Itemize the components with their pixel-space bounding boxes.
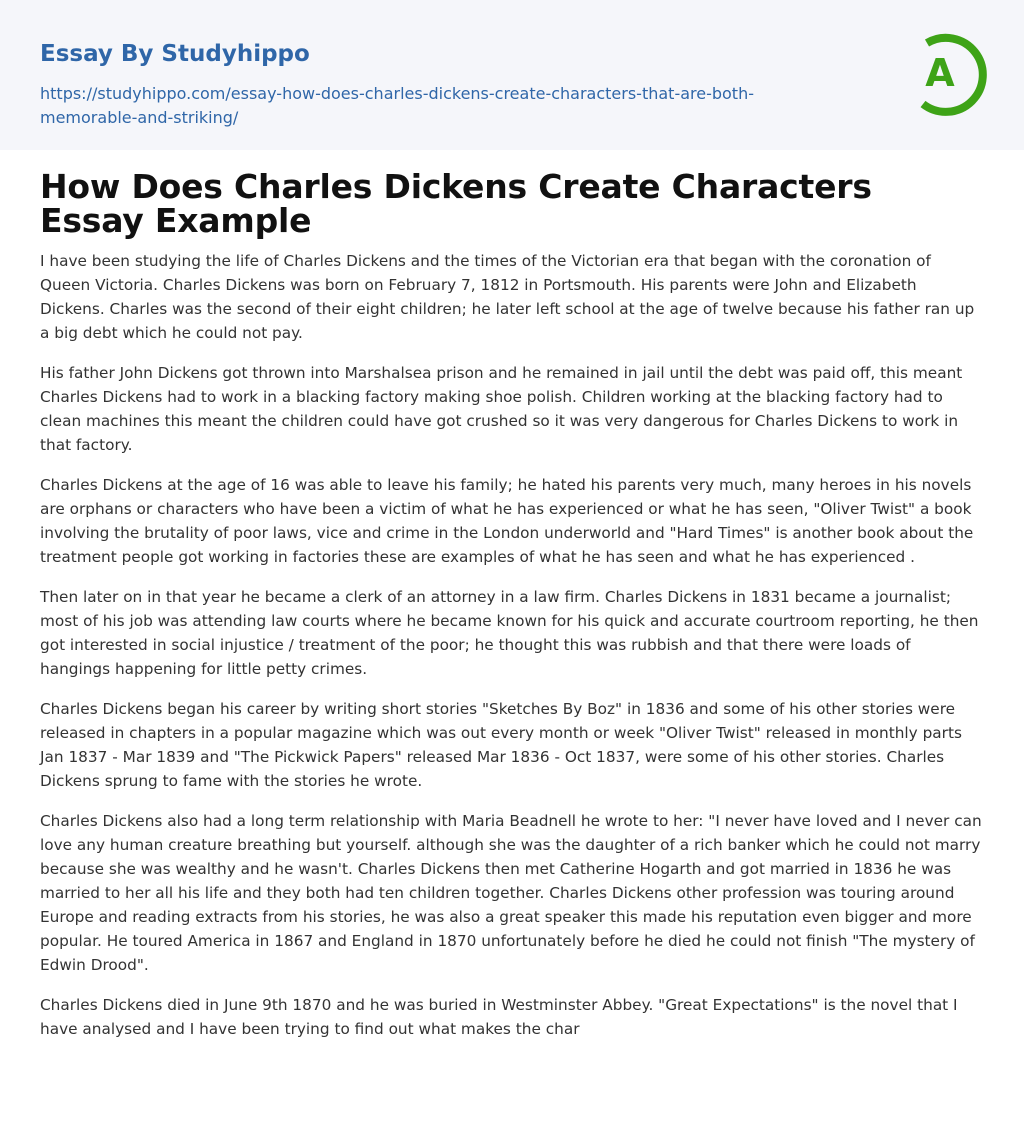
essay-url-link[interactable]: https://studyhippo.com/essay-how-does-charles-dickens-create-characters-that-are-both-memorable-and-striking/ bbox=[40, 84, 754, 127]
logo-letter: A bbox=[925, 51, 955, 95]
paragraph: Then later on in that year he became a clerk of an attorney in a law firm. Charles Dickens in 1831 became a journalist; most of his job was attending law courts where he became known for his quick and accurate courtroom reporting, he then got interested in social injustice / treatment of the poor; he thought this was rubbish and that there were loads of hangings happening for little petty crimes. bbox=[40, 588, 979, 678]
paragraph: Charles Dickens also had a long term relationship with Maria Beadnell he wrote to her: "I never have loved and I never can love any human creature breathing but yourself. although she was the daughter of a rich banker which he could not marry because she was wealthy and he wasn't. Charles Dickens then met Catherine Hogarth and got married in 1836 he was married to her all his life and they both had ten children together. Charles Dickens other profession was touring around Europe and reading extracts from his stories, he was also a great speaker this made his reputation even bigger and more popular. He toured America in 1867 and England in 1870 unfortunately before he died he could not finish "The mystery of Edwin Drood". bbox=[40, 812, 982, 974]
article-title: How Does Charles Dickens Create Characters Essay Example bbox=[40, 167, 872, 240]
paragraph: Charles Dickens at the age of 16 was able to leave his family; he hated his parents very much, many heroes in his novels are orphans or characters who have been a victim of what he has experienced or what he has seen, "Oliver Twist" a book involving the brutality of poor laws, vice and crime in the London underworld and "Hard Times" is another book about the treatment people got working in factories these are examples of what he has seen and what he has experienced . bbox=[40, 476, 974, 566]
paragraph: I have been studying the life of Charles Dickens and the times of the Victorian era that began with the coronation of Queen Victoria. Charles Dickens was born on February 7, 1812 in Portsmouth. His parents were John and Elizabeth Dickens. Charles was the second of their eight children; he later left school at the age of twelve because his father ran up a big debt which he could not pay. bbox=[40, 252, 975, 342]
paragraph: Charles Dickens died in June 9th 1870 and he was buried in Westminster Abbey. "Great Expectations" is the novel that I have analysed and I have been trying to find out what makes the char bbox=[40, 996, 958, 1038]
brand-link[interactable]: Essay By Studyhippo bbox=[40, 41, 310, 67]
article bbox=[40, 167, 984, 1041]
article-body bbox=[40, 249, 984, 1041]
paragraph: His father John Dickens got thrown into Marshalsea prison and he remained in jail until the debt was paid off, this meant Charles Dickens had to work in a blacking factory making shoe polish. Children working at the blacking factory had to clean machines this meant the children could have got crushed so it was very dangerous for Charles Dickens to work in that factory. bbox=[40, 364, 963, 454]
paragraph: Charles Dickens began his career by writing short stories "Sketches By Boz" in 1836 and some of his other stories were released in chapters in a popular magazine which was out every month or week "Oliver Twist" released in monthly parts Jan 1837 - Mar 1839 and "The Pickwick Papers" released Mar 1836 - Oct 1837, were some of his other stories. Charles Dickens sprung to fame with the stories he wrote. bbox=[40, 700, 962, 790]
site-header bbox=[0, 0, 1024, 150]
studyhippo-logo-icon[interactable] bbox=[907, 28, 987, 116]
